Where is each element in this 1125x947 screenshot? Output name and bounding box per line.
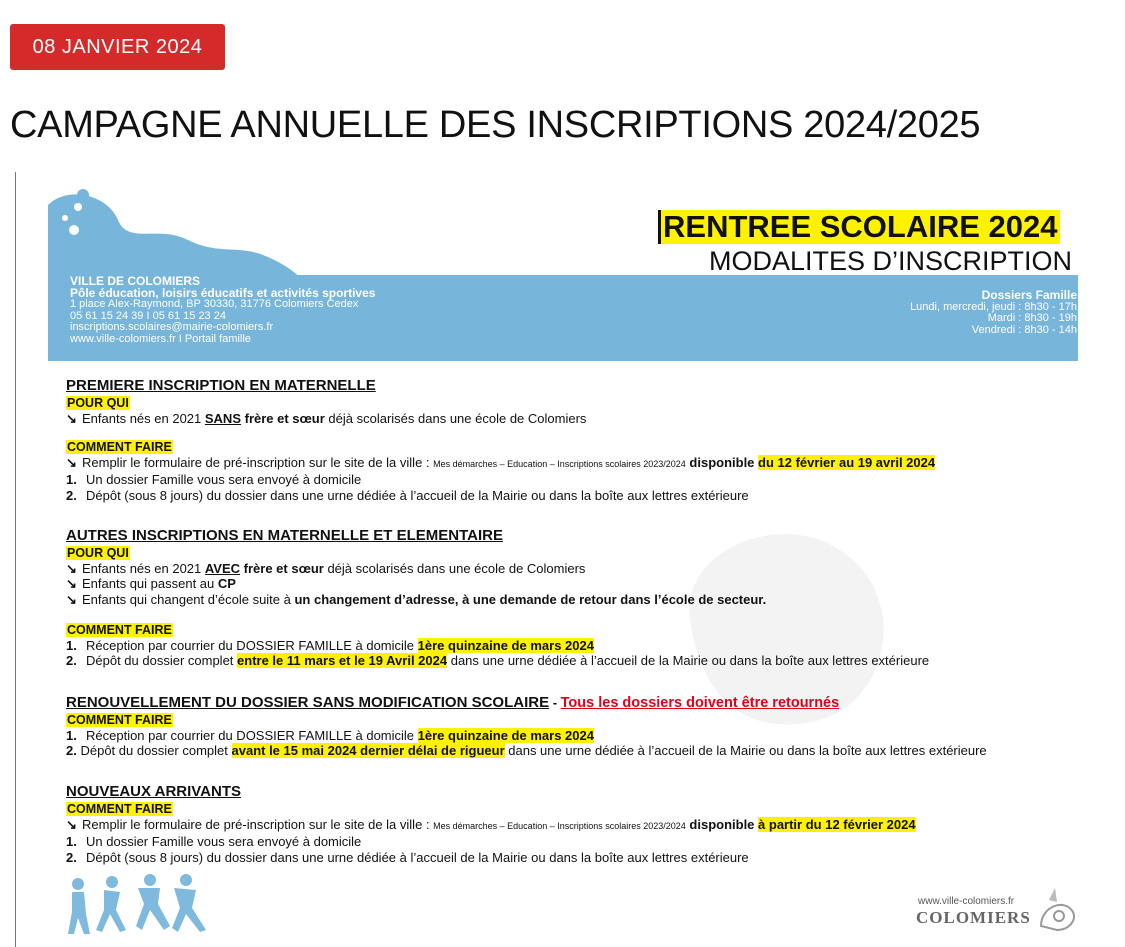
article-title: CAMPAGNE ANNUELLE DES INSCRIPTIONS 2024/2025 xyxy=(10,104,981,146)
opening-hours xyxy=(910,290,1077,336)
section-heading: NOUVEAUX ARRIVANTS xyxy=(66,783,242,800)
org-info xyxy=(70,276,375,345)
list-item: ↘ Enfants nés en 2021 SANS frère et sœur déjà scolarisés dans une école de Colomiers xyxy=(66,410,587,426)
tag-pour-qui: POUR QUI xyxy=(67,546,129,560)
org-phones: 05 61 15 24 39 I 05 61 15 23 24 xyxy=(70,309,226,322)
tag-comment-faire: COMMENT FAIRE xyxy=(67,623,172,637)
footer-logo-name: COLOMIERS xyxy=(916,908,1031,927)
section-heading: RENOUVELLEMENT DU DOSSIER SANS MODIFICATION SCOLAIRE xyxy=(66,694,550,711)
list-item: 2. Dépôt du dossier complet avant le 15 mai 2024 dernier délai de rigueur dans une urne dédiée à l’accueil de la Mairie ou dans la boîte aux lettres extérieure xyxy=(66,743,987,758)
children-running-icon xyxy=(66,874,216,936)
list-item: ↘ Enfants qui passent au CP xyxy=(66,576,236,591)
arrow-icon: ↘ xyxy=(66,591,77,607)
tag-comment-faire: COMMENT FAIRE xyxy=(67,713,172,727)
list-item: 1. Un dossier Famille vous sera envoyé à domicile xyxy=(66,472,362,487)
section-premiere-inscription xyxy=(66,376,935,503)
hours-line: Mardi : 8h30 - 19h xyxy=(987,312,1077,324)
section-heading: PREMIERE INSCRIPTION EN MATERNELLE xyxy=(66,377,376,394)
section-autres-inscriptions xyxy=(66,526,929,669)
list-item: 2. Dépôt (sous 8 jours) du dossier dans une urne dédiée à l’accueil de la Mairie ou dans la boîte aux lettres extérieure xyxy=(66,487,749,503)
footer-url: www.ville-colomiers.fr xyxy=(918,896,1015,907)
hours-line: Vendredi : 8h30 - 14h xyxy=(971,323,1077,336)
org-email: inscriptions.scolaires@mairie-colomiers.fr xyxy=(70,321,274,333)
list-item: ↘ Remplir le formulaire de pré-inscription sur le site de la ville : Mes démarches – Education – Inscriptions scolaires 2023/2024 disponible du 12 février au 19 avril 2024 xyxy=(66,454,936,470)
doc-subtitle: MODALITES D’INSCRIPTION xyxy=(708,246,1072,276)
org-address: 1 place Alex-Raymond, BP 30330, 31776 Colomiers Cedex xyxy=(70,298,359,310)
banner-blob-decoration xyxy=(48,185,308,285)
doc-title: RENTREE SCOLAIRE 2024 xyxy=(658,210,1060,244)
list-item: ↘ Enfants nés en 2021 AVEC frère et sœur déjà scolarisés dans une école de Colomiers xyxy=(66,560,586,576)
list-item: 2. Dépôt (sous 8 jours) du dossier dans une urne dédiée à l’accueil de la Mairie ou dans la boîte aux lettres extérieure xyxy=(66,849,749,865)
tag-pour-qui: POUR QUI xyxy=(67,396,129,410)
arrow-icon: ↘ xyxy=(66,560,77,576)
tag-comment-faire: COMMENT FAIRE xyxy=(67,802,172,816)
date-badge: 08 JANVIER 2024 xyxy=(10,24,225,70)
arrow-icon: ↘ xyxy=(66,410,77,426)
section-renouvellement: RENOUVELLEMENT DU DOSSIER SANS MODIFICATION SCOLAIRE - Tous les dossiers doivent être retournés COMMENT FAIRE 1. Réception par courrier du DOSSIER FAMILLE à domicile 1ère quinzaine de mars 2024 2. Dépôt du dossier complet avant le 15 mai 2024 dernier délai de rigueur dans une urne dédiée à l’accueil de la Mairie ou dans la boîte aux lettres extérieure xyxy=(66,694,987,758)
org-web: www.ville-colomiers.fr I Portail famille xyxy=(70,332,251,345)
list-item: 2. Dépôt du dossier complet entre le 11 mars et le 19 Avril 2024 dans une urne dédiée à l’accueil de la Mairie ou dans la boîte aux lettres extérieure xyxy=(66,653,930,668)
list-item: ↘ Enfants qui changent d’école suite à un changement d’adresse, à une demande de retour dans l’école de secteur. xyxy=(66,591,767,607)
org-name: VILLE DE COLOMIERS xyxy=(70,274,201,288)
list-item: 1. Réception par courrier du DOSSIER FAMILLE à domicile 1ère quinzaine de mars 2024 xyxy=(66,727,594,743)
colomiers-logo-icon xyxy=(1035,886,1077,932)
list-item: 1. Un dossier Famille vous sera envoyé à domicile xyxy=(66,834,362,849)
arrow-icon: ↘ xyxy=(66,816,77,832)
section-nouveaux-arrivants xyxy=(66,782,916,865)
list-item: ↘ Remplir le formulaire de pré-inscription sur le site de la ville : Mes démarches – Education – Inscriptions scolaires 2023/2024 disponible à partir du 12 février 2024 xyxy=(66,816,916,832)
arrow-icon: ↘ xyxy=(66,454,77,470)
org-pole: Pôle éducation, loisirs éducatifs et activités sportives xyxy=(70,285,376,300)
divider xyxy=(15,172,16,947)
hours-line: Lundi, mercredi, jeudi : 8h30 - 17h xyxy=(910,300,1077,313)
list-item: 1. Réception par courrier du DOSSIER FAMILLE à domicile 1ère quinzaine de mars 2024 xyxy=(66,637,594,653)
arrow-icon: ↘ xyxy=(66,576,77,591)
tag-comment-faire: COMMENT FAIRE xyxy=(67,440,172,454)
hours-heading: Dossiers Famille xyxy=(981,288,1077,302)
section-heading: AUTRES INSCRIPTIONS EN MATERNELLE ET ELEMENTAIRE xyxy=(66,527,503,544)
warning-text: Tous les dossiers doivent être retournés xyxy=(560,695,840,711)
